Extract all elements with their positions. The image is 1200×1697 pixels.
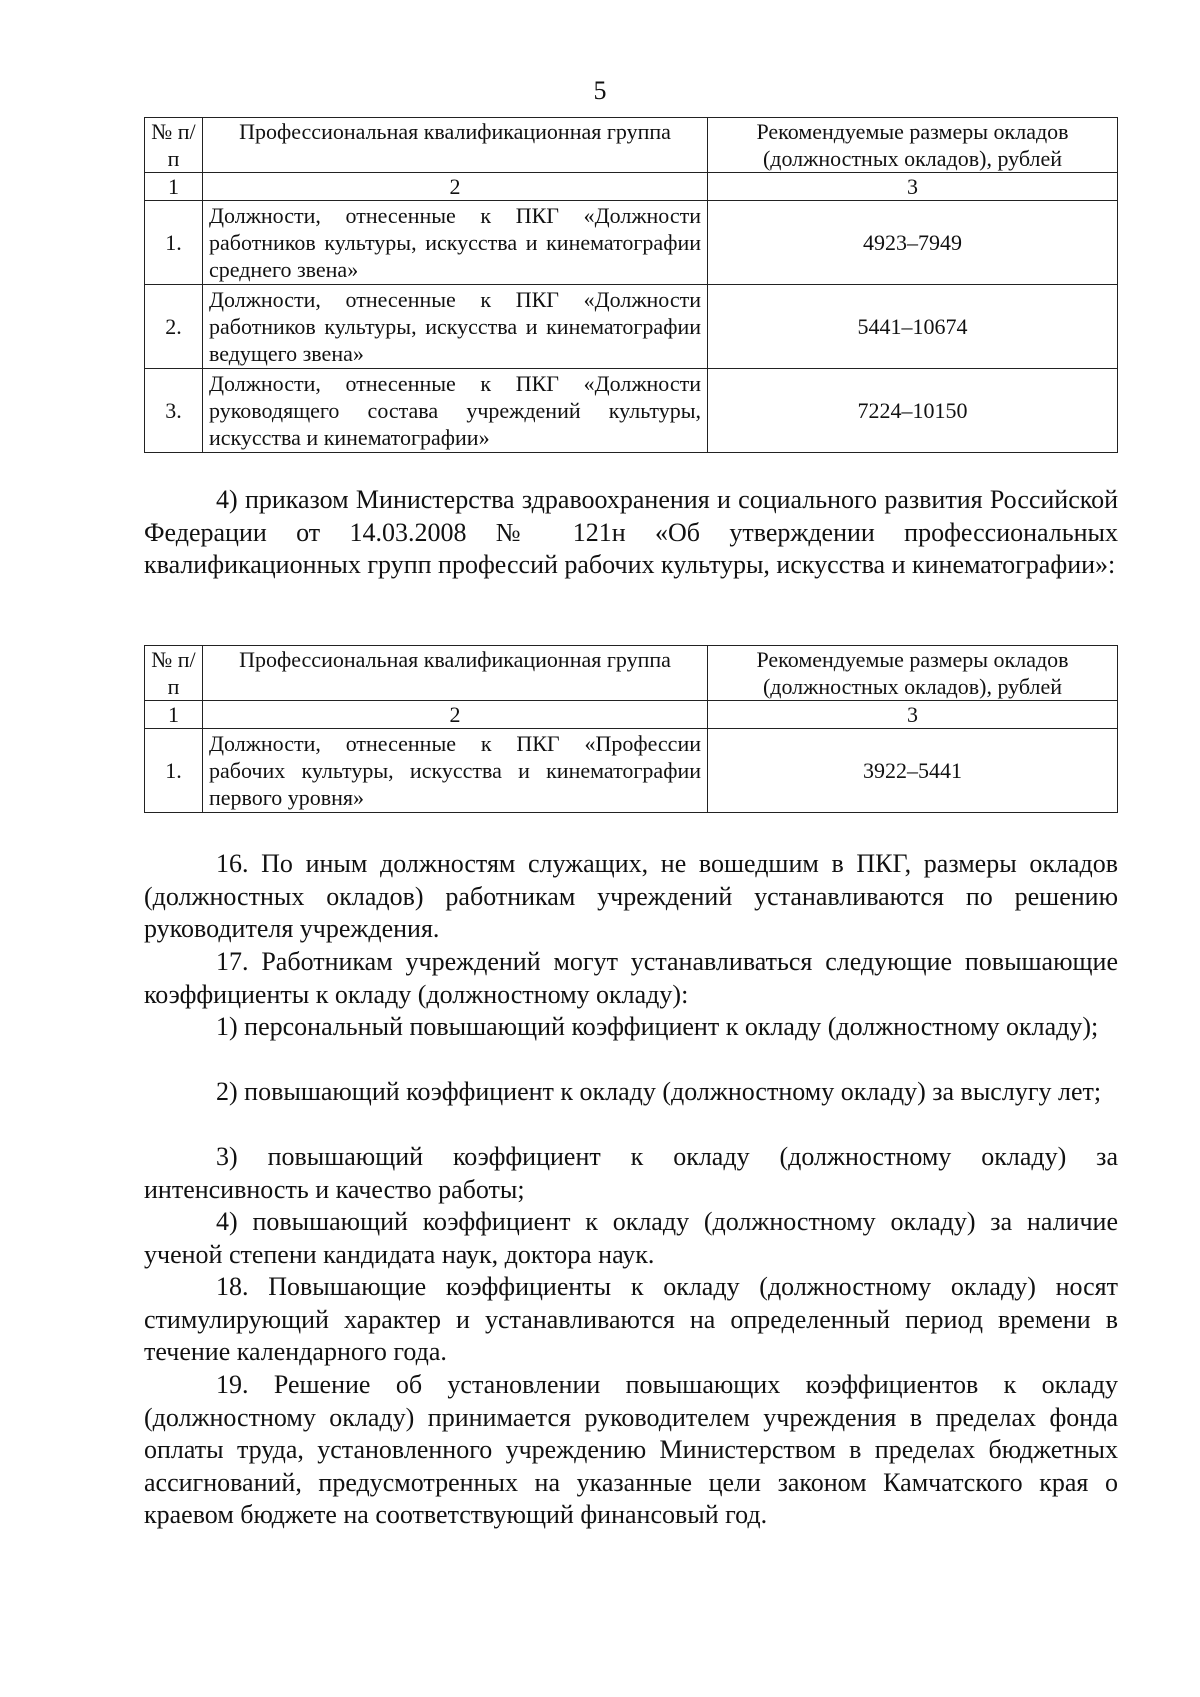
row-group: Должности, отнесенные к ПКГ «Должности руководящего состава учреждений культуры, искусства и кинематографии» bbox=[203, 369, 708, 453]
index-cell: 2 bbox=[203, 173, 708, 201]
paragraph-17-item-1: 1) персональный повышающий коэффициент к окладу (должностному окладу); bbox=[216, 1012, 1099, 1041]
paragraph-17-item-4: 4) повышающий коэффициент к окладу (должностному окладу) за наличие ученой степени кандидата наук, доктора наук. bbox=[144, 1207, 1118, 1269]
salary-table-culture-employees bbox=[144, 117, 1118, 453]
row-salary: 4923–7949 bbox=[708, 201, 1118, 285]
table-row bbox=[145, 369, 1118, 453]
header-salary: Рекомендуемые размеры окладов (должностных окладов), рублей bbox=[708, 646, 1118, 701]
row-salary: 5441–10674 bbox=[708, 285, 1118, 369]
table-index-row bbox=[145, 701, 1118, 729]
row-number: 2. bbox=[145, 285, 203, 369]
header-salary: Рекомендуемые размеры окладов (должностных окладов), рублей bbox=[708, 118, 1118, 173]
paragraph-19: 19. Решение об установлении повышающих коэффициентов к окладу (должностному окладу) принимается руководителем учреждения в пределах фонда оплаты труда, установленного учреждению Министерством в пределах бюджетных ассигнований, предусмотренных на указанные цели законом Камчатского края о краевом бюджете на соответствующий финансовый год. bbox=[144, 1370, 1118, 1529]
paragraph-order-4: 4) приказом Министерства здравоохранения и социального развития Российской Федерации от 14.03.2008 № 121н «Об утверждении профессиональных квалификационных групп профессий рабочих культуры, искусства и кинематографии»: bbox=[144, 485, 1118, 579]
header-group: Профессиональная квалификационная группа bbox=[203, 118, 708, 173]
paragraph-16: 16. По иным должностям служащих, не вошедшим в ПКГ, размеры окладов (должностных окладов) работникам учреждений устанавливаются по решению руководителя учреждения. bbox=[144, 849, 1118, 943]
index-cell: 2 bbox=[203, 701, 708, 729]
row-number: 3. bbox=[145, 369, 203, 453]
paragraph-17: 17. Работникам учреждений могут устанавливаться следующие повышающие коэффициенты к окладу (должностному окладу): bbox=[144, 947, 1118, 1009]
header-number: № п/п bbox=[145, 118, 203, 173]
row-group: Должности, отнесенные к ПКГ «Должности работников культуры, искусства и кинематографии среднего звена» bbox=[203, 201, 708, 285]
row-group: Должности, отнесенные к ПКГ «Должности работников культуры, искусства и кинематографии ведущего звена» bbox=[203, 285, 708, 369]
table-row bbox=[145, 285, 1118, 369]
table-row bbox=[145, 201, 1118, 285]
row-salary: 3922–5441 bbox=[708, 729, 1118, 813]
table-index-row bbox=[145, 173, 1118, 201]
index-cell: 3 bbox=[708, 701, 1118, 729]
table-row bbox=[145, 729, 1118, 813]
paragraph-17-item-2: 2) повышающий коэффициент к окладу (должностному окладу) за выслугу лет; bbox=[216, 1077, 1102, 1106]
index-cell: 1 bbox=[145, 173, 203, 201]
salary-table-culture-workers bbox=[144, 645, 1118, 813]
paragraph-17-item-3: 3) повышающий коэффициент к окладу (должностному окладу) за интенсивность и качество работы; bbox=[144, 1142, 1118, 1204]
page-number: 5 bbox=[593, 76, 607, 105]
paragraph-18: 18. Повышающие коэффициенты к окладу (должностному окладу) носят стимулирующий характер и устанавливаются на определенный период времени в течение календарного года. bbox=[144, 1272, 1118, 1366]
table-header-row bbox=[145, 118, 1118, 173]
row-group: Должности, отнесенные к ПКГ «Профессии рабочих культуры, искусства и кинематографии первого уровня» bbox=[203, 729, 708, 813]
header-number: № п/п bbox=[145, 646, 203, 701]
row-number: 1. bbox=[145, 729, 203, 813]
row-salary: 7224–10150 bbox=[708, 369, 1118, 453]
index-cell: 3 bbox=[708, 173, 1118, 201]
index-cell: 1 bbox=[145, 701, 203, 729]
table-header-row bbox=[145, 646, 1118, 701]
row-number: 1. bbox=[145, 201, 203, 285]
header-group: Профессиональная квалификационная группа bbox=[203, 646, 708, 701]
